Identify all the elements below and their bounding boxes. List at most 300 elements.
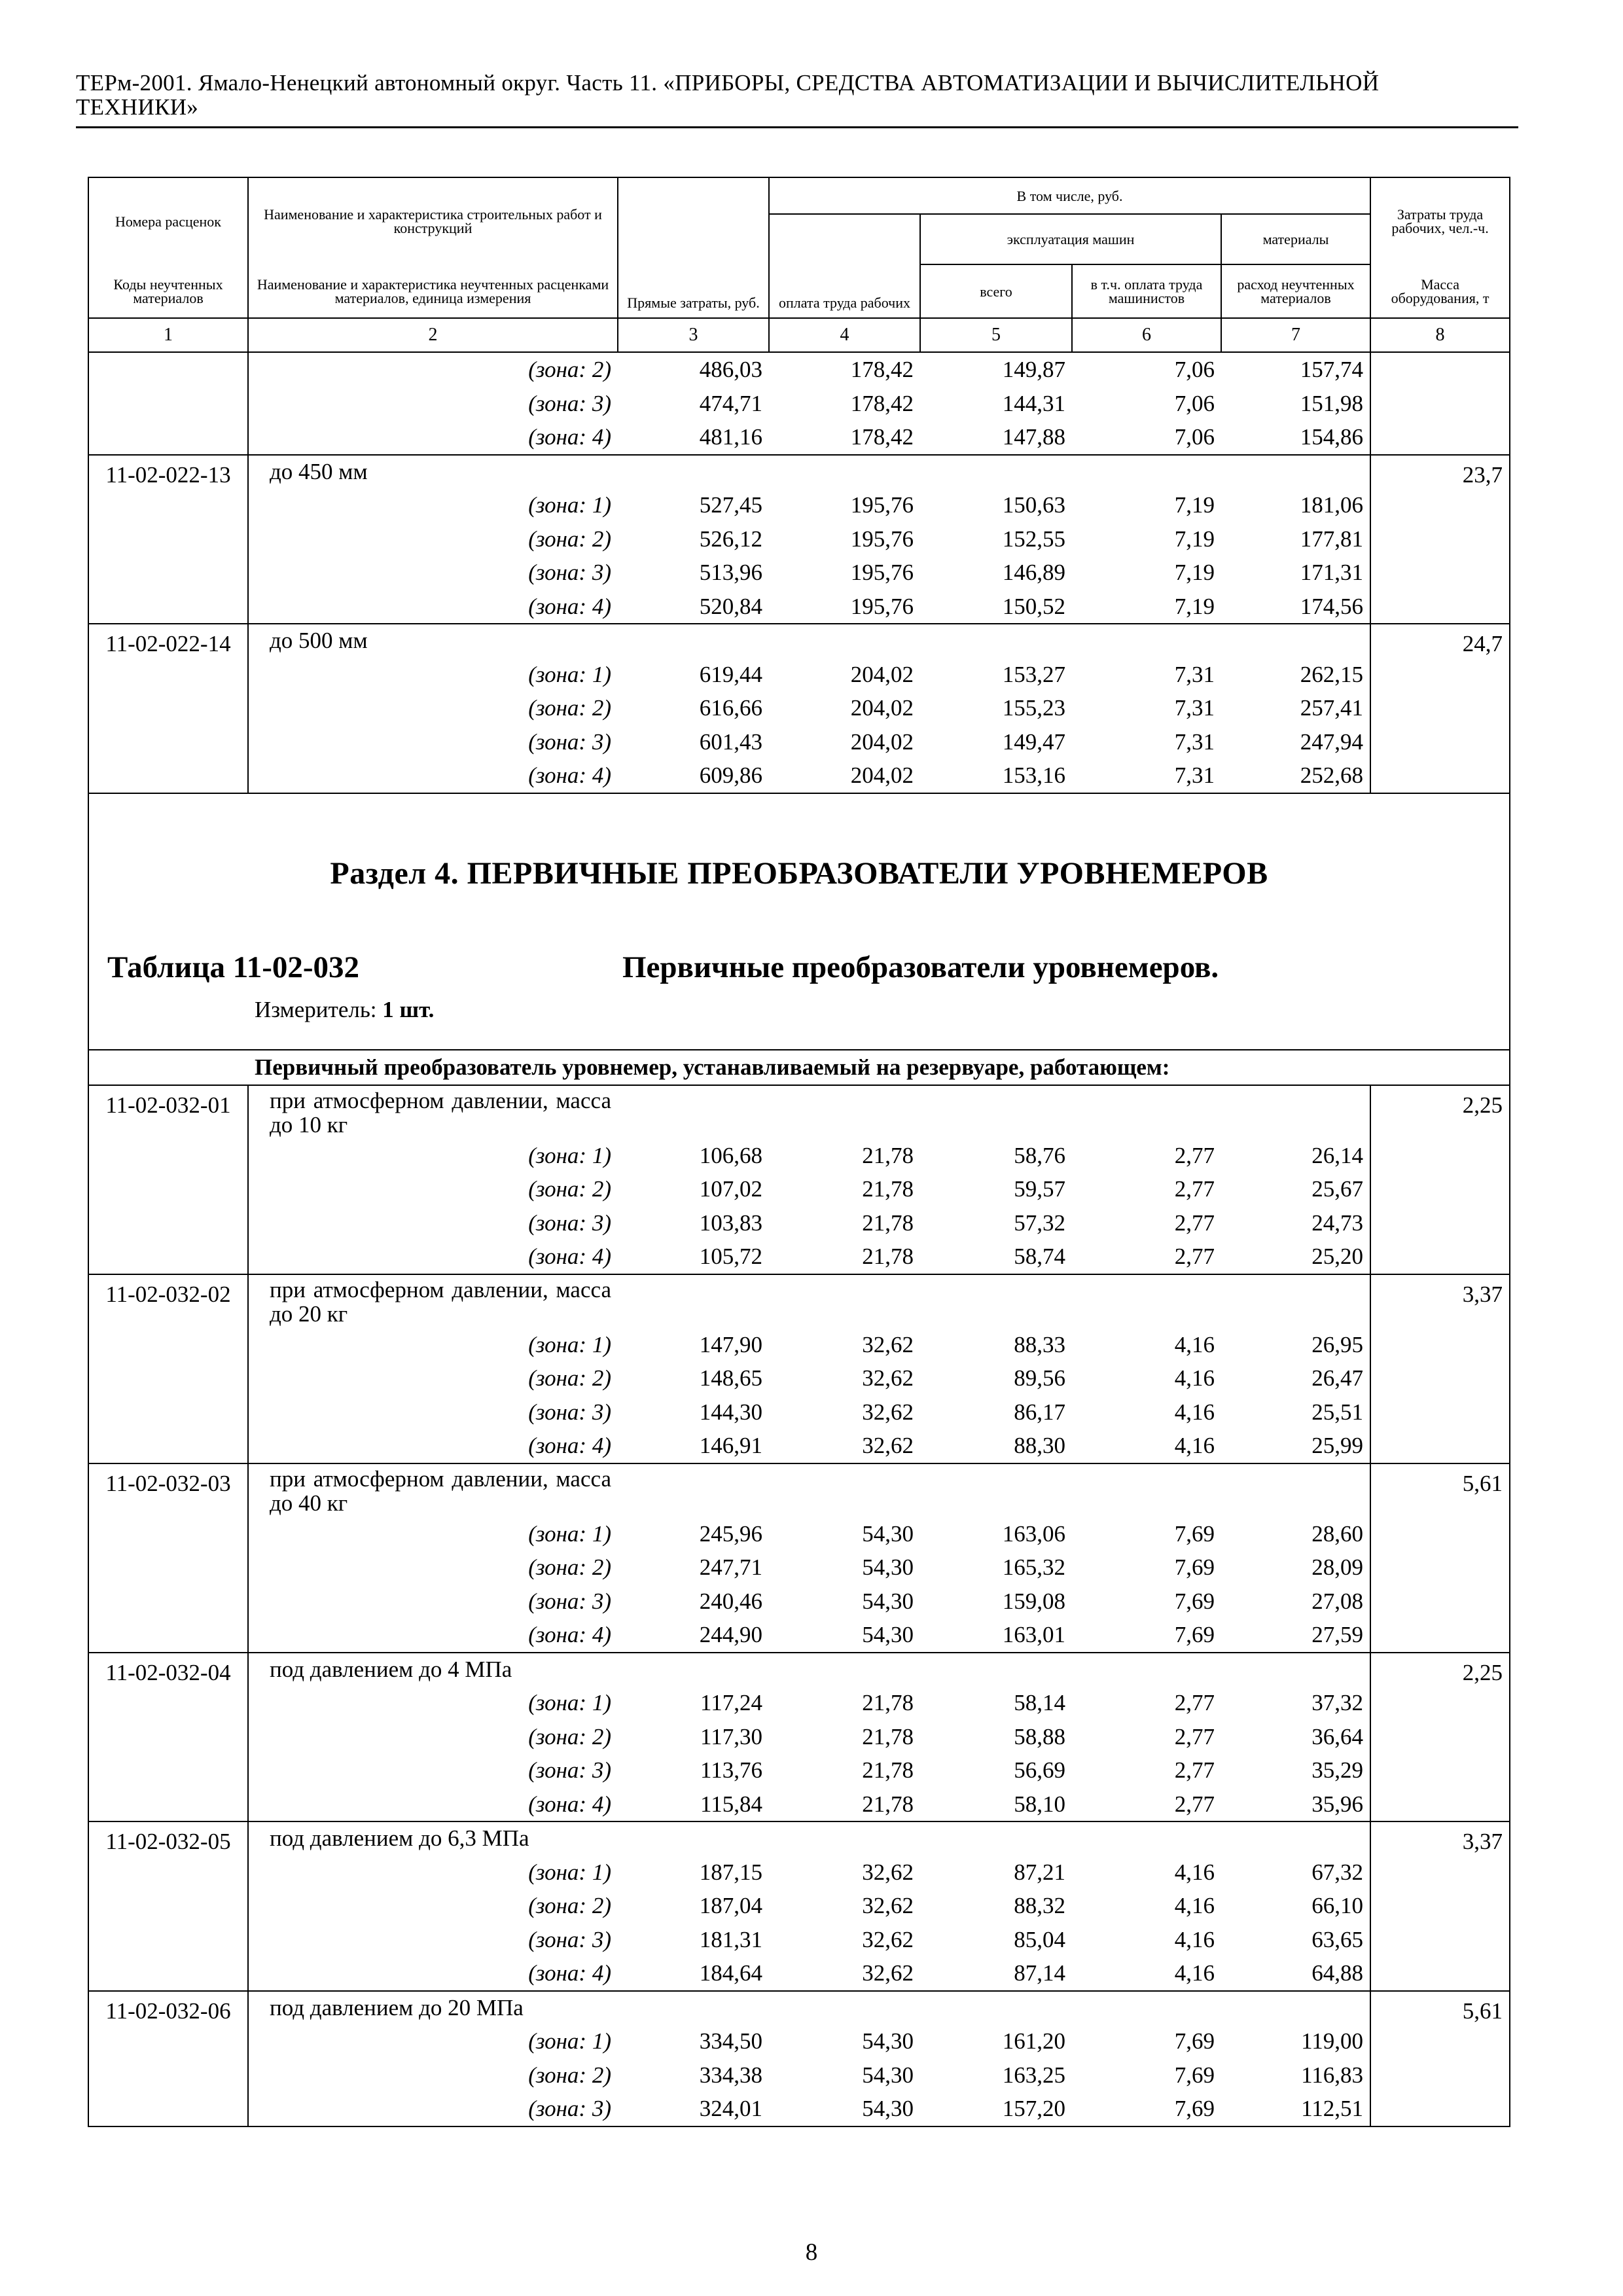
operators-cost-cell: 2,77: [1174, 1723, 1215, 1749]
zone-label: (зона: 4): [528, 1791, 611, 1817]
direct-cost-cell: 117,30: [700, 1723, 762, 1749]
labor-cost-cell: 54,30: [862, 1588, 914, 1614]
machines-cost-cell: 153,27: [1002, 661, 1065, 687]
table-row: [88, 2024, 1510, 2058]
table-row: [88, 658, 1510, 692]
operators-cost-cell: 2,77: [1174, 1142, 1215, 1168]
mass-cell: [1370, 387, 1510, 421]
machines-cost-cell: 163,25: [1002, 2062, 1065, 2088]
rate-code: 11-02-032-05: [88, 1821, 248, 1991]
labor-hours-cell: 5,61: [1370, 1463, 1510, 1653]
code-cell: [88, 387, 248, 421]
direct-cost-cell: 324,01: [618, 2092, 769, 2126]
machines-cost-cell: 59,57: [1014, 1176, 1065, 1202]
column-number: 3: [618, 318, 769, 352]
materials-cost-cell: 35,29: [1221, 1753, 1370, 1787]
machines-cost-cell: 146,89: [1002, 560, 1065, 585]
labor-cost-cell: 21,78: [862, 1690, 914, 1715]
zone-label: (зона: 3): [528, 390, 611, 416]
table-row: [88, 420, 1510, 455]
materials-cost-cell: 177,81: [1221, 522, 1370, 556]
materials-group-header: материалы: [1221, 214, 1370, 264]
labor-cost-cell: 54,30: [862, 1622, 914, 1647]
operators-cost-cell: 7,69: [1174, 2062, 1215, 2088]
labor-hours-cell: 5,61: [1370, 1991, 1510, 2126]
materials-cost-cell: 28,60: [1221, 1517, 1370, 1551]
machines-cost-cell: 58,74: [1014, 1244, 1065, 1269]
zone-label: (зона: 3): [528, 1926, 611, 1952]
materials-cost-cell: 247,94: [1221, 725, 1370, 759]
labor-hours-cell: 2,25: [1370, 1085, 1510, 1274]
labor-cost-cell: 204,02: [850, 728, 914, 755]
operators-cost-cell: 4,16: [1174, 1365, 1215, 1391]
direct-cost-cell: 247,71: [699, 1554, 762, 1580]
operators-cost-cell: 2,77: [1174, 1690, 1215, 1715]
empty-cell: [769, 1085, 920, 1139]
work-name: при атмосферном давлении, масса до 20 кг: [248, 1274, 618, 1328]
empty-cell: [1072, 1085, 1221, 1139]
materials-cost-cell: 27,59: [1221, 1618, 1370, 1653]
operators-cost-cell: 7,06: [1174, 357, 1215, 382]
table-row: [88, 522, 1510, 556]
empty-cell: [1072, 1463, 1221, 1517]
including-group-header: В том числе, руб.: [769, 177, 1370, 214]
empty-cell: [618, 455, 769, 489]
materials-cost-cell: 25,99: [1221, 1429, 1370, 1463]
operators-cost-cell: 7,31: [1174, 695, 1215, 721]
table-number: Таблица 11-02-032: [107, 950, 359, 984]
labor-cost-cell: 204,02: [850, 762, 914, 788]
table-row: [88, 624, 1510, 658]
empty-cell: [1221, 1991, 1370, 2025]
zone-label: (зона: 1): [528, 492, 611, 518]
direct-cost-cell: 148,65: [699, 1365, 762, 1391]
zone-label: (зона: 3): [528, 728, 611, 755]
table-header: [88, 177, 1510, 352]
labor-cost-cell: 21,78: [862, 1791, 914, 1817]
table-intro: Первичный преобразователь уровнемер, устанавливаемый на резервуаре, работающем:: [88, 1050, 1510, 1085]
labor-cost-cell: 54,30: [862, 2028, 914, 2054]
code-cell: [88, 352, 248, 387]
empty-cell: [1221, 1653, 1370, 1687]
labor-cost-cell: 204,02: [850, 661, 914, 687]
table-row: [88, 590, 1510, 624]
machines-cost-cell: 88,33: [1014, 1331, 1065, 1357]
empty-cell: [769, 624, 920, 658]
materials-cost-cell: 154,86: [1221, 420, 1370, 455]
machines-cost-cell: 58,14: [1014, 1690, 1065, 1715]
col2-bottom-header: Наименование и характеристика неучтенных расценками материалов, единица измерения: [248, 264, 618, 318]
table-row: [88, 1889, 1510, 1923]
zone-label: (зона: 2): [528, 1893, 611, 1918]
empty-cell: [1221, 1274, 1370, 1328]
direct-cost-cell: 245,96: [699, 1520, 762, 1547]
labor-cost-cell: 204,02: [850, 695, 914, 721]
empty-cell: [1072, 1653, 1221, 1687]
operators-cost-cell: 4,16: [1174, 1893, 1215, 1918]
table-row: [88, 1429, 1510, 1463]
direct-cost-cell: 147,90: [699, 1331, 762, 1357]
empty-cell: [920, 455, 1072, 489]
labor-hours-cell: 24,7: [1370, 624, 1510, 793]
operators-cost-cell: 4,16: [1174, 1331, 1215, 1357]
table-row: [88, 488, 1510, 522]
col5-header: всего: [920, 264, 1072, 318]
table-body-part2: [88, 1085, 1510, 2126]
direct-cost-cell: 187,04: [699, 1893, 762, 1918]
materials-cost-cell: 252,68: [1221, 759, 1370, 793]
machines-cost-cell: 163,06: [1002, 1520, 1065, 1547]
direct-cost-cell: 181,31: [699, 1926, 762, 1952]
empty-cell: [618, 1653, 769, 1687]
operators-cost-cell: 2,77: [1174, 1757, 1215, 1783]
labor-cost-cell: 21,78: [862, 1757, 914, 1783]
operators-cost-cell: 7,06: [1174, 390, 1215, 416]
labor-cost-cell: 195,76: [850, 526, 914, 552]
empty-cell: [618, 1463, 769, 1517]
operators-cost-cell: 4,16: [1174, 1859, 1215, 1885]
materials-cost-cell: 151,98: [1221, 387, 1370, 421]
labor-cost-cell: 195,76: [850, 593, 914, 619]
machines-cost-cell: 56,69: [1014, 1757, 1065, 1783]
operators-cost-cell: 7,19: [1174, 593, 1215, 619]
work-name: при атмосферном давлении, масса до 40 кг: [248, 1463, 618, 1517]
empty-cell: [920, 1085, 1072, 1139]
empty-cell: [920, 1991, 1072, 2025]
direct-cost-cell: 527,45: [699, 492, 762, 518]
table-row: [88, 1618, 1510, 1653]
table-row: [88, 1274, 1510, 1328]
column-number: 2: [248, 318, 618, 352]
work-name: под давлением до 6,3 МПа: [248, 1821, 618, 1856]
operators-cost-cell: 7,19: [1174, 492, 1215, 518]
column-number: 7: [1221, 318, 1370, 352]
col2-top-header: Наименование и характеристика строительных работ и конструкций: [248, 177, 618, 264]
table-row: [88, 352, 1510, 387]
table-row: [88, 1395, 1510, 1429]
operators-cost-cell: 7,31: [1174, 762, 1215, 788]
rate-code: 11-02-022-13: [88, 455, 248, 624]
labor-cost-cell: 54,30: [862, 2062, 914, 2088]
table-row: [88, 1787, 1510, 1822]
work-name: до 450 мм: [248, 455, 618, 489]
col3-header: Прямые затраты, руб.: [618, 177, 769, 318]
zone-label: (зона: 3): [528, 560, 611, 585]
direct-cost-cell: 513,96: [699, 560, 762, 585]
empty-cell: [618, 624, 769, 658]
operators-cost-cell: 2,77: [1174, 1210, 1215, 1236]
work-name: до 500 мм: [248, 624, 618, 658]
machines-cost-cell: 88,30: [1014, 1433, 1065, 1458]
empty-cell: [618, 1085, 769, 1139]
direct-cost-cell: 107,02: [699, 1176, 762, 1202]
materials-cost-cell: 36,64: [1221, 1720, 1370, 1754]
operators-cost-cell: 7,69: [1174, 1554, 1215, 1580]
section-block: [88, 793, 1510, 1085]
mass-cell: [1370, 352, 1510, 387]
operators-cost-cell: 2,77: [1174, 1791, 1215, 1817]
operators-cost-cell: 2,77: [1174, 1176, 1215, 1202]
materials-cost-cell: 26,47: [1221, 1361, 1370, 1395]
col4-header: оплата труда рабочих: [769, 214, 920, 318]
machines-cost-cell: 58,10: [1014, 1791, 1065, 1817]
zone-label: (зона: 1): [528, 2028, 611, 2054]
table-row: [88, 455, 1510, 489]
col8-bottom-header: Масса оборудования, т: [1370, 264, 1510, 318]
column-number-row: [88, 318, 1510, 352]
materials-cost-cell: 37,32: [1221, 1686, 1370, 1720]
section-title: Раздел 4. ПЕРВИЧНЫЕ ПРЕОБРАЗОВАТЕЛИ УРОВНЕМЕРОВ: [330, 855, 1268, 891]
materials-cost-cell: 112,51: [1221, 2092, 1370, 2126]
operators-cost-cell: 7,69: [1174, 2028, 1215, 2054]
zone-label: (зона: 1): [528, 1690, 611, 1715]
direct-cost-cell: 486,03: [699, 357, 762, 382]
zone-label: (зона: 2): [528, 1176, 611, 1202]
machines-cost-cell: 159,08: [1002, 1588, 1065, 1614]
direct-cost-cell: 117,24: [700, 1690, 762, 1715]
column-number: 8: [1370, 318, 1510, 352]
column-number: 1: [88, 318, 248, 352]
table-row: [88, 725, 1510, 759]
labor-hours-cell: 3,37: [1370, 1821, 1510, 1991]
machines-cost-cell: 157,20: [920, 2092, 1072, 2126]
operators-cost-cell: 7,19: [1174, 560, 1215, 585]
operators-cost-cell: 7,06: [1174, 424, 1215, 450]
table-row: [88, 1328, 1510, 1362]
direct-cost-cell: 105,72: [699, 1244, 762, 1269]
machines-cost-cell: 144,31: [1002, 390, 1065, 416]
direct-cost-cell: 146,91: [699, 1433, 762, 1458]
direct-cost-cell: 115,84: [700, 1791, 762, 1817]
code-cell: [88, 420, 248, 455]
labor-hours-cell: 2,25: [1370, 1653, 1510, 1822]
machines-cost-cell: 147,88: [1002, 424, 1065, 450]
machines-cost-cell: 89,56: [1014, 1365, 1065, 1391]
table-row: [88, 691, 1510, 725]
column-number: 5: [920, 318, 1072, 352]
labor-cost-cell: 21,78: [862, 1142, 914, 1168]
header-rule: [76, 126, 1518, 128]
materials-cost-cell: 174,56: [1221, 590, 1370, 624]
empty-cell: [769, 1274, 920, 1328]
empty-cell: [618, 1821, 769, 1856]
zone-label: (зона: 3): [528, 1588, 611, 1614]
zone-label: (зона: 2): [528, 357, 611, 382]
empty-cell: [1072, 1274, 1221, 1328]
machines-cost-cell: 87,21: [1014, 1859, 1065, 1885]
table-row: [88, 556, 1510, 590]
empty-cell: [1221, 624, 1370, 658]
mass-cell: [1370, 420, 1510, 455]
machines-cost-cell: 163,01: [1002, 1622, 1065, 1647]
labor-cost-cell: 195,76: [850, 560, 914, 585]
zone-label: (зона: 4): [528, 593, 611, 619]
col6-header: в т.ч. оплата труда машинистов: [1072, 264, 1221, 318]
materials-cost-cell: 66,10: [1221, 1889, 1370, 1923]
machines-cost-cell: 57,32: [1014, 1210, 1065, 1236]
materials-cost-cell: 119,00: [1221, 2024, 1370, 2058]
col1-top-header: Номера расценок: [88, 177, 248, 264]
machines-cost-cell: 88,32: [1014, 1893, 1065, 1918]
table-row: [88, 1551, 1510, 1585]
operators-cost-cell: 7,69: [1174, 1622, 1215, 1647]
labor-cost-cell: 32,62: [862, 1399, 914, 1425]
measure-line: [255, 997, 434, 1023]
labor-cost-cell: 32,62: [862, 1365, 914, 1391]
direct-cost-cell: 144,30: [699, 1399, 762, 1425]
materials-cost-cell: 262,15: [1221, 658, 1370, 692]
direct-cost-cell: 601,43: [699, 728, 762, 755]
rates-table: [88, 177, 1510, 2127]
zone-label: (зона: 4): [528, 424, 611, 450]
materials-cost-cell: 28,09: [1221, 1551, 1370, 1585]
rate-code: 11-02-032-06: [88, 1991, 248, 2126]
rate-code: 11-02-032-02: [88, 1274, 248, 1463]
zone-label: (зона: 1): [528, 1142, 611, 1168]
machines-cost-cell: 149,47: [1002, 728, 1065, 755]
materials-cost-cell: 63,65: [1221, 1923, 1370, 1957]
labor-cost-cell: 21,78: [862, 1723, 914, 1749]
direct-cost-cell: 520,84: [699, 593, 762, 619]
zone-label: (зона: 1): [528, 1859, 611, 1885]
table-row: [88, 1753, 1510, 1787]
machines-cost-cell: 86,17: [1014, 1399, 1065, 1425]
materials-cost-cell: 27,08: [1221, 1585, 1370, 1619]
labor-cost-cell: 32,62: [862, 1331, 914, 1357]
page-number: 8: [805, 2239, 818, 2266]
empty-cell: [769, 455, 920, 489]
operators-cost-cell: 7,69: [1072, 2092, 1221, 2126]
materials-cost-cell: 257,41: [1221, 691, 1370, 725]
table-row: [88, 1085, 1510, 1139]
labor-cost-cell: 32,62: [862, 1926, 914, 1952]
materials-cost-cell: 116,83: [1221, 2058, 1370, 2092]
direct-cost-cell: 113,76: [700, 1757, 762, 1783]
measure-value: 1 шт.: [382, 996, 435, 1022]
table-title: Первичные преобразователи уровнемеров.: [622, 950, 1219, 984]
running-header-line1: ТЕРм-2001. Ямало-Ненецкий автономный округ. Часть 11. «ПРИБОРЫ, СРЕДСТВА АВТОМАТИЗАЦИИ И ВЫЧИСЛИТЕЛЬНОЙ: [76, 70, 1380, 96]
empty-cell: [1072, 624, 1221, 658]
empty-cell: [1221, 1085, 1370, 1139]
table-row: [88, 1821, 1510, 1856]
empty-cell: [1221, 1463, 1370, 1517]
col7-header: расход неучтенных материалов: [1221, 264, 1370, 318]
machines-cost-cell: 87,14: [1014, 1960, 1065, 1986]
materials-cost-cell: 26,14: [1221, 1139, 1370, 1173]
work-name: под давлением до 4 МПа: [248, 1653, 618, 1687]
direct-cost-cell: 244,90: [699, 1622, 762, 1647]
zone-label: (зона: 2): [528, 1723, 611, 1749]
zone-label: (зона: 1): [528, 661, 611, 687]
materials-cost-cell: 24,73: [1221, 1206, 1370, 1240]
table-row: [88, 1517, 1510, 1551]
operators-cost-cell: 7,31: [1174, 728, 1215, 755]
labor-cost-cell: 195,76: [850, 492, 914, 518]
machines-cost-cell: 153,16: [1002, 762, 1065, 788]
empty-cell: [920, 624, 1072, 658]
empty-cell: [618, 1274, 769, 1328]
empty-cell: [920, 1274, 1072, 1328]
labor-cost-cell: 21,78: [862, 1210, 914, 1236]
materials-cost-cell: 157,74: [1221, 352, 1370, 387]
operators-cost-cell: 7,69: [1174, 1588, 1215, 1614]
materials-cost-cell: 64,88: [1221, 1956, 1370, 1991]
labor-cost-cell: 32,62: [862, 1433, 914, 1458]
labor-hours-cell: 3,37: [1370, 1274, 1510, 1463]
machines-cost-cell: 58,76: [1014, 1142, 1065, 1168]
labor-cost-cell: 32,62: [862, 1960, 914, 1986]
zone-label: (зона: 1): [528, 1331, 611, 1357]
empty-cell: [1221, 1821, 1370, 1856]
labor-cost-cell: 32,62: [862, 1893, 914, 1918]
work-name: при атмосферном давлении, масса до 10 кг: [248, 1085, 618, 1139]
empty-cell: [1072, 1991, 1221, 2025]
column-number: 4: [769, 318, 920, 352]
machines-cost-cell: 150,63: [1002, 492, 1065, 518]
table-row: [88, 1686, 1510, 1720]
direct-cost-cell: 184,64: [699, 1960, 762, 1986]
direct-cost-cell: 616,66: [699, 695, 762, 721]
empty-cell: [769, 1653, 920, 1687]
direct-cost-cell: 103,83: [699, 1210, 762, 1236]
zone-label: (зона: 2): [528, 2062, 611, 2088]
materials-cost-cell: 181,06: [1221, 488, 1370, 522]
direct-cost-cell: 526,12: [699, 526, 762, 552]
machines-cost-cell: 165,32: [1002, 1554, 1065, 1580]
operators-cost-cell: 4,16: [1174, 1960, 1215, 1986]
table-body-part1: [88, 352, 1510, 793]
zone-label: (зона: 4): [528, 1960, 611, 1986]
operators-cost-cell: 2,77: [1174, 1244, 1215, 1269]
direct-cost-cell: 334,50: [699, 2028, 762, 2054]
labor-cost-cell: 178,42: [850, 390, 914, 416]
labor-cost-cell: 21,78: [862, 1176, 914, 1202]
machines-cost-cell: 58,88: [1014, 1723, 1065, 1749]
labor-cost-cell: 21,78: [862, 1244, 914, 1269]
direct-cost-cell: 334,38: [699, 2062, 762, 2088]
empty-cell: [769, 1821, 920, 1856]
materials-cost-cell: 67,32: [1221, 1856, 1370, 1890]
empty-cell: [769, 1991, 920, 2025]
labor-cost-cell: 54,30: [862, 1520, 914, 1547]
zone-label: (зона: 2): [528, 1365, 611, 1391]
table-row: [88, 2092, 1510, 2126]
direct-cost-cell: 609,86: [699, 762, 762, 788]
empty-cell: [920, 1821, 1072, 1856]
running-header: [76, 71, 1518, 119]
running-header-line2: ТЕХНИКИ»: [76, 94, 199, 120]
section-cell: [88, 793, 1510, 1050]
table-row: [88, 1720, 1510, 1754]
direct-cost-cell: 474,71: [699, 390, 762, 416]
machines-cost-cell: 152,55: [1002, 526, 1065, 552]
direct-cost-cell: 240,46: [699, 1588, 762, 1614]
zone-label: (зона: 1): [528, 1520, 611, 1547]
empty-cell: [1072, 455, 1221, 489]
labor-cost-cell: 32,62: [862, 1859, 914, 1885]
table-row: [88, 1956, 1510, 1991]
empty-cell: [618, 1991, 769, 2025]
empty-cell: [920, 1463, 1072, 1517]
labor-hours-cell: 23,7: [1370, 455, 1510, 624]
machines-cost-cell: 161,20: [1002, 2028, 1065, 2054]
table-row: [88, 387, 1510, 421]
zone-label: (зона: 4): [528, 1433, 611, 1458]
machines-cost-cell: 150,52: [1002, 593, 1065, 619]
table-row: [88, 1361, 1510, 1395]
col1-bottom-header: Коды неучтенных материалов: [88, 264, 248, 318]
labor-cost-cell: 178,42: [850, 424, 914, 450]
